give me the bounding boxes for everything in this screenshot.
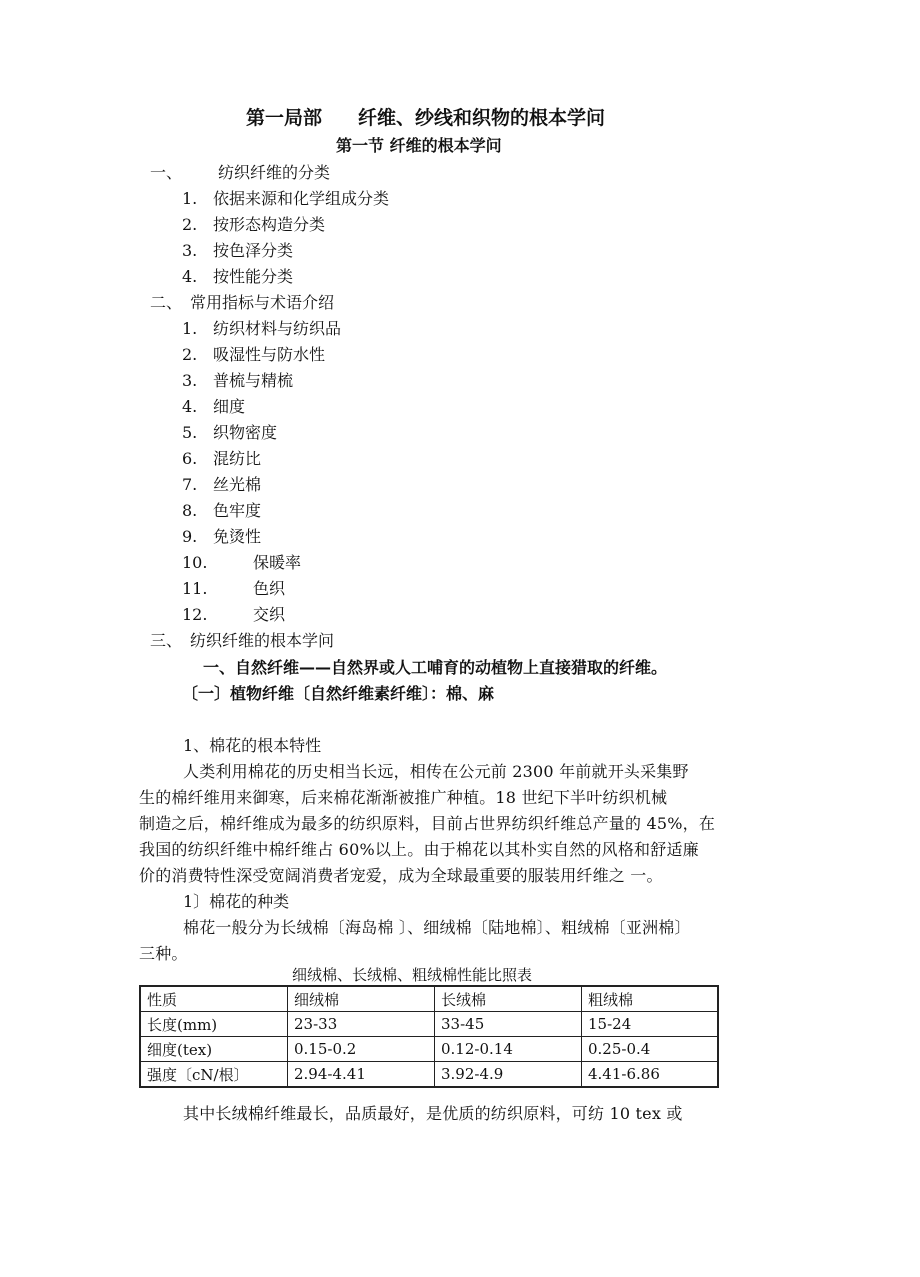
section-title: 第一节 纤维的根本学问 bbox=[336, 136, 502, 155]
natural-fiber-heading: 一、自然纤维——自然界或人工哺育的动植物上直接猎取的纤维。 bbox=[203, 658, 668, 677]
paragraph-line: 其中长绒棉纤维最长，品质最好，是优质的纺织原料，可纺 10 tex 或 bbox=[183, 1104, 683, 1123]
table-header-row bbox=[140, 986, 718, 1012]
list-item: 8. 色牢度 bbox=[182, 501, 262, 520]
list-item: 10. 保暖率 bbox=[182, 553, 302, 572]
table-row bbox=[140, 1037, 718, 1062]
list-item: 4. 按性能分类 bbox=[182, 267, 294, 286]
comparison-table bbox=[139, 985, 719, 1088]
heading-classification bbox=[150, 160, 330, 183]
paragraph-line: 我国的纺织纤维中棉纤维占 60%以上。由于棉花以其朴实自然的风格和舒适廉 bbox=[139, 840, 699, 859]
cotton-types-subheading: 1〕棉花的种类 bbox=[183, 892, 290, 911]
list-item: 7. 丝光棉 bbox=[182, 475, 262, 494]
paragraph-line: 生的棉纤维用来御寒，后来棉花渐渐被推广种植。18 世纪下半叶纺织机械 bbox=[139, 788, 668, 807]
heading-text: 纺织纤维的分类 bbox=[218, 163, 331, 182]
list-item: 3. 普梳与精梳 bbox=[182, 371, 294, 390]
table-cell: 15-24 bbox=[582, 1012, 719, 1037]
table-row bbox=[140, 1012, 718, 1037]
heading-number: 三、 bbox=[150, 631, 183, 650]
list-item: 5. 织物密度 bbox=[182, 423, 278, 442]
list-item: 3. 按色泽分类 bbox=[182, 241, 294, 260]
list-item: 6. 混纺比 bbox=[182, 449, 262, 468]
list-item: 11. 色织 bbox=[182, 579, 286, 598]
table-cell: 4.41-6.86 bbox=[582, 1062, 719, 1088]
list-item: 9. 免烫性 bbox=[182, 527, 262, 546]
table-caption: 细绒棉、长绒棉、粗绒棉性能比照表 bbox=[292, 966, 533, 984]
list-item: 2. 按形态构造分类 bbox=[182, 215, 326, 234]
paragraph-line: 价的消费特性深受宽阔消费者宠爱，成为全球最重要的服装用纤维之 一。 bbox=[139, 866, 663, 885]
heading-terms bbox=[150, 290, 334, 313]
list-item: 4. 细度 bbox=[182, 397, 246, 416]
table-cell: 33-45 bbox=[435, 1012, 582, 1037]
cotton-subheading: 1、棉花的根本特性 bbox=[183, 736, 322, 755]
table-cell: 细度(tex) bbox=[140, 1037, 288, 1062]
title-part: 第一局部 bbox=[246, 107, 323, 129]
table-header-cell: 粗绒棉 bbox=[582, 986, 719, 1012]
table-header-cell: 长绒棉 bbox=[435, 986, 582, 1012]
table-cell: 0.25-0.4 bbox=[582, 1037, 719, 1062]
table-row bbox=[140, 1062, 718, 1088]
table-cell: 强度〔cN/根〕 bbox=[140, 1062, 288, 1088]
page-title bbox=[246, 103, 605, 130]
heading-text: 纺织纤维的根本学问 bbox=[190, 631, 335, 650]
paragraph-line: 三种。 bbox=[139, 944, 188, 963]
table-cell: 0.12-0.14 bbox=[435, 1037, 582, 1062]
table-cell: 2.94-4.41 bbox=[288, 1062, 435, 1088]
heading-number: 一、 bbox=[150, 163, 183, 182]
heading-knowledge bbox=[150, 628, 334, 651]
table-header-cell: 细绒棉 bbox=[288, 986, 435, 1012]
list-item: 2. 吸湿性与防水性 bbox=[182, 345, 326, 364]
plant-fiber-heading: 〔一〕植物纤维〔自然纤维素纤维〕：棉、麻 bbox=[182, 684, 495, 703]
list-item: 1. 纺织材料与纺织品 bbox=[182, 319, 342, 338]
table-cell: 0.15-0.2 bbox=[288, 1037, 435, 1062]
paragraph-line: 制造之后，棉纤维成为最多的纺织原料，目前占世界纺织纤维总产量的 45%，在 bbox=[139, 814, 716, 833]
table-cell: 3.92-4.9 bbox=[435, 1062, 582, 1088]
table-cell: 23-33 bbox=[288, 1012, 435, 1037]
list-item: 12. 交织 bbox=[182, 605, 286, 624]
heading-text: 常用指标与术语介绍 bbox=[190, 293, 335, 312]
table-cell: 长度(mm) bbox=[140, 1012, 288, 1037]
list-item: 1. 依据来源和化学组成分类 bbox=[182, 189, 390, 208]
paragraph-line: 棉花一般分为长绒棉〔海岛棉 〕、细绒棉〔陆地棉〕、粗绒棉〔亚洲棉〕 bbox=[183, 918, 691, 937]
title-text: 纤维、纱线和织物的根本学问 bbox=[358, 107, 606, 129]
table-header-cell: 性质 bbox=[140, 986, 288, 1012]
heading-number: 二、 bbox=[150, 293, 183, 312]
paragraph-line: 人类利用棉花的历史相当长远，相传在公元前 2300 年前就开头采集野 bbox=[183, 762, 689, 781]
